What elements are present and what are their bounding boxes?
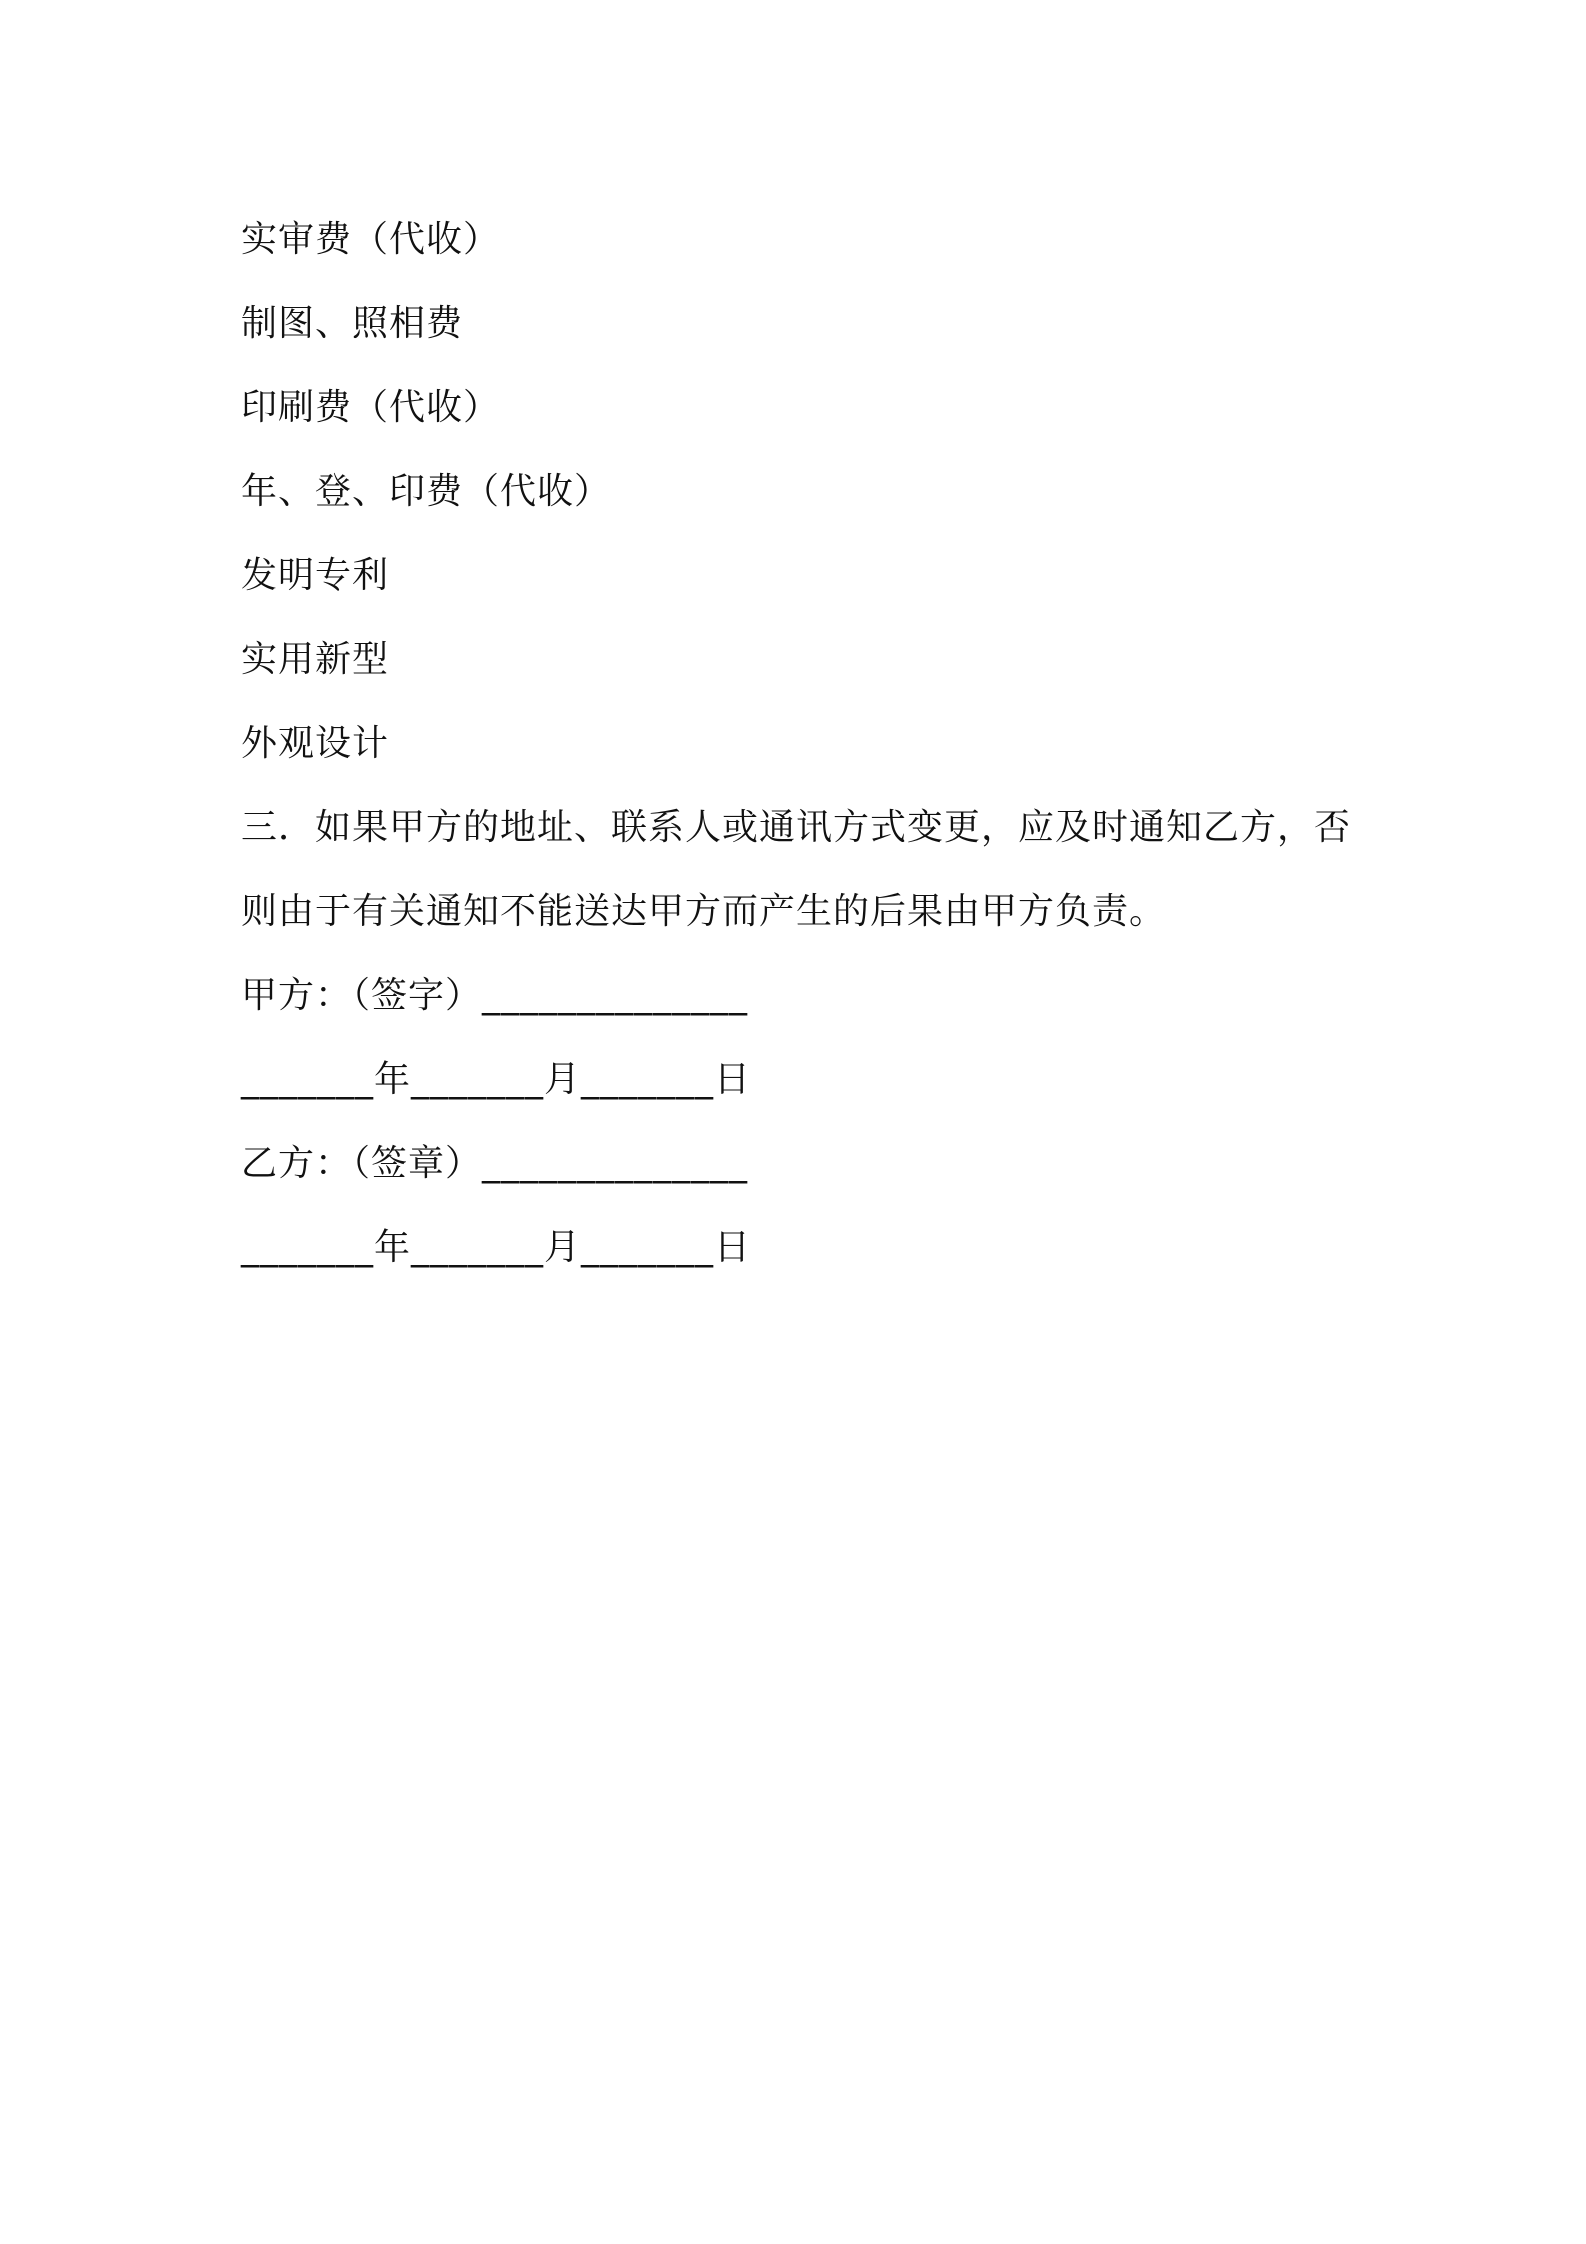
clause-three-line-1: 三．如果甲方的地址、联系人或通讯方式变更，应及时通知乙方，否	[241, 807, 1352, 848]
party-a-date-line: _______年_______月_______日	[241, 1059, 751, 1100]
fee-item-annual-registration-printing: 年、登、印费（代收）	[241, 471, 612, 512]
patent-type-invention: 发明专利	[241, 555, 390, 596]
fee-item-drawing-photography: 制图、照相费	[241, 303, 464, 344]
clause-three-line-2: 则由于有关通知不能送达甲方而产生的后果由甲方负责。	[241, 891, 1167, 932]
party-b-date-line: _______年_______月_______日	[241, 1227, 751, 1268]
fee-item-substantive-examination: 实审费（代收）	[241, 219, 501, 260]
patent-type-design: 外观设计	[241, 723, 390, 764]
party-a-signature-line: 甲方：（签字）______________	[241, 975, 749, 1016]
party-b-seal-line: 乙方：（签章）______________	[241, 1143, 749, 1184]
patent-type-utility-model: 实用新型	[241, 639, 390, 680]
document-body	[241, 198, 1361, 1290]
fee-item-printing: 印刷费（代收）	[241, 387, 501, 428]
